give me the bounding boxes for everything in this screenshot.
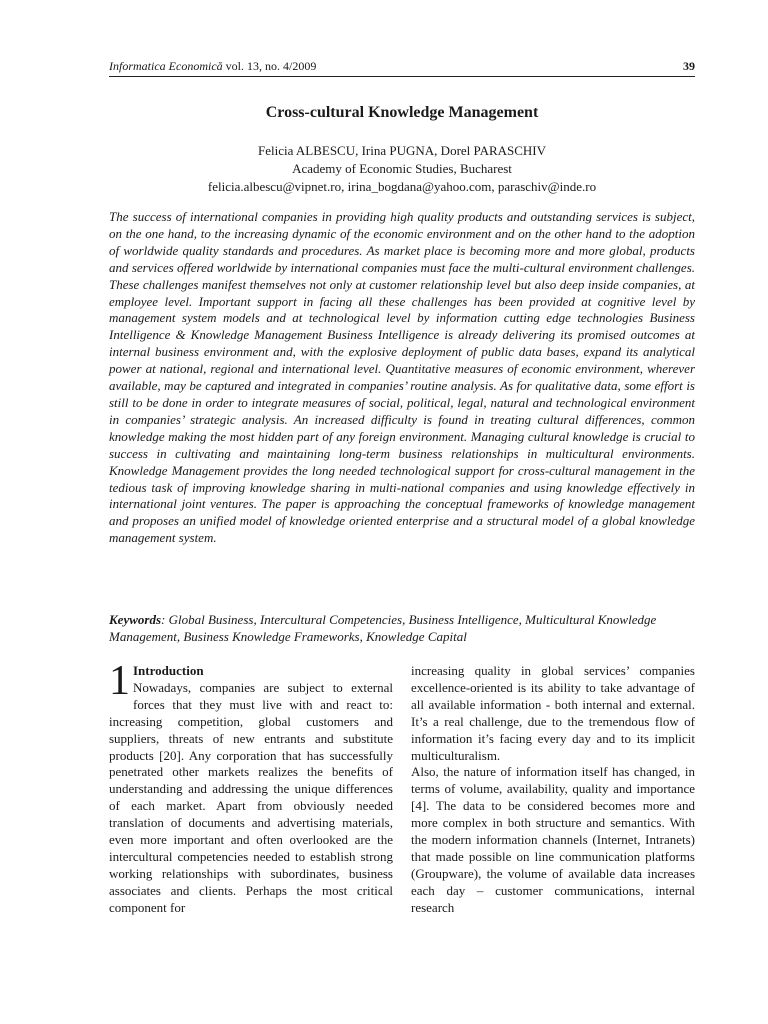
keywords-list: : Global Business, Intercultural Competencies, Business Intelligence, Multicultural Knowledge Management, Business Knowledge Frameworks, Knowledge Capital <box>109 612 657 644</box>
author-names: Felicia ALBESCU, Irina PUGNA, Dorel PARASCHIV <box>257 143 547 158</box>
abstract: The success of international companies in providing high quality products and outstanding services is subject, on the one hand, to the increasing dynamic of the economic environment and on the other hand to the adoption of worldwide quality standards and procedures. As market place is becoming more and more global, products and services offered worldwide by international companies must face the multi-cultural environment challenges. These challenges manifest themselves not only at customer relationship level but also deep inside companies, at employee level. Important support in facing all these challenges has been provided at cognitive level by management system models and at technological level by information cutting edge technologies Business Intelligence & Knowledge Management Business Intelligence is already delivering its promised outcomes at internal business environment and, with the explosive deployment of public data bases, expand its analytical power at national, regional and international level. Quantitative measures of economic environment, wherever available, may be captured and integrated in companies’ routine analysis. As for qualitative data, some effort is still to be done in order to integrate measures of social, political, legal, natural and technological environment in companies’ strategic analysis. An increased difficulty is found in treating cultural differences, common knowledge making the most hidden part of any foreign environment. Managing cultural knowledge is crucial to success in cultivating and maintaining long-term business relationships in multicultural environments. Knowledge Management provides the long needed technological support for cross-cultural management in the tedious task of improving knowledge sharing in multi-national companies and using knowledge effectively in international joint ventures. The paper is approaching the conceptual frameworks of knowledge management and proposes an unified model of knowledge oriented enterprise and a structural model of a global knowledge management system. <box>109 209 695 546</box>
page-number: 39 <box>683 59 695 73</box>
body-paragraph: Also, the nature of information itself has changed, in terms of volume, availability, quality and importance [4]. The data to be considered becomes more and more complex in both structure and semantics. With the modern information channels (Internet, Intranets) that made possible on line communication platforms (Groupware), the volume of available data increases each day – customer communications, internal research <box>411 764 695 915</box>
body-column-right <box>411 663 695 917</box>
body-paragraph: increasing quality in global services’ companies excellence-oriented is its ability to take advantage of all available information - both internal and external. It’s a real challenge, due to the tremendous flow of information it’s facing every day and to its implicit multiculturalism. <box>411 663 695 763</box>
author-emails: felicia.albescu@vipnet.ro, irina_bogdana@yahoo.com, paraschiv@inde.ro <box>207 179 597 194</box>
running-header <box>109 56 695 77</box>
body-column-left <box>109 658 393 917</box>
body-paragraph: Nowadays, companies are subject to external forces that they must live with and react to: increasing competition, global customers and suppliers, threats of new entrants and substitute products [20]. Any corporation that has successfully penetrated other markets realizes the benefits of understanding and addressing the unique differences of each market. Apart from obviously needed translation of documents and advertising materials, even more important and often overlooked are the intercultural competencies needed to establish strong working relationships with subordinates, business associates and clients. Perhaps the most critical component for <box>109 679 393 915</box>
author-block <box>109 142 695 196</box>
section-number: 1 <box>109 658 130 704</box>
section-heading: Introduction <box>133 663 204 678</box>
journal-name: Informatica Economică <box>109 59 223 73</box>
journal-citation <box>109 56 316 76</box>
paper-title: Cross-cultural Knowledge Management <box>265 104 539 121</box>
keywords <box>109 612 695 646</box>
author-affiliation: Academy of Economic Studies, Bucharest <box>292 161 512 176</box>
journal-issue: vol. 13, no. 4/2009 <box>225 59 317 73</box>
keywords-label: Keywords <box>109 612 161 627</box>
